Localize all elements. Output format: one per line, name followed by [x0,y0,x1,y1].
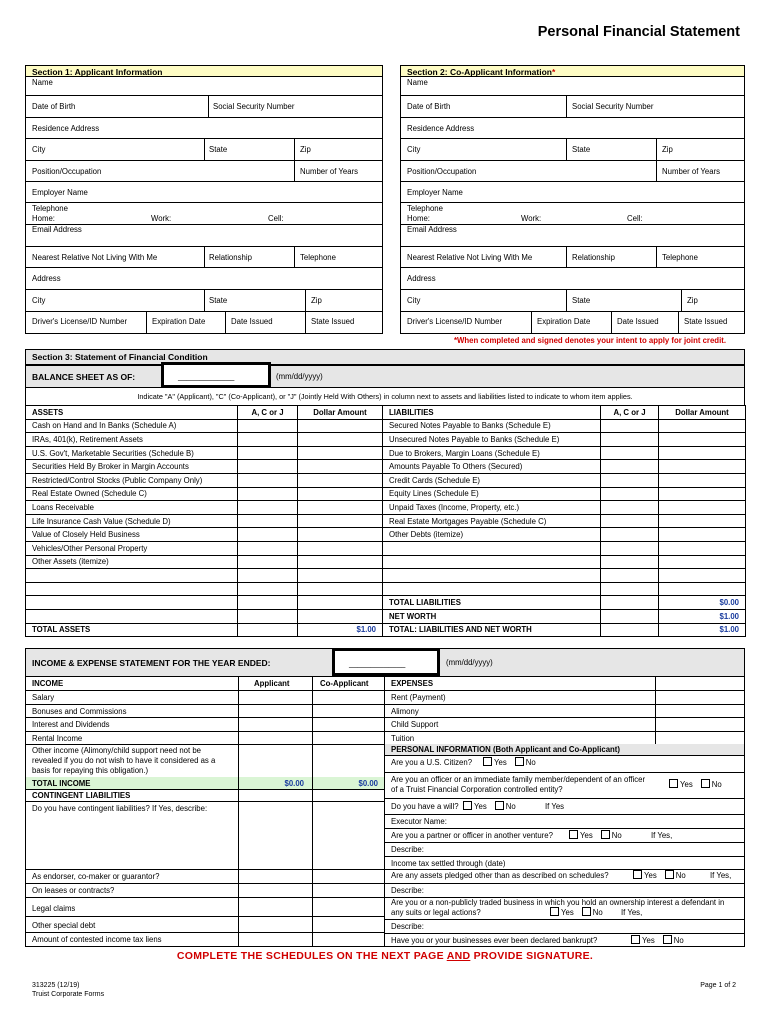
residence-label: Residence Address [407,124,475,133]
liability-amount-cell[interactable] [659,446,746,460]
asset-amount-cell[interactable] [298,569,383,583]
assets-header: ASSETS [26,406,238,420]
asset-label: U.S. Gov't, Marketable Securities (Schedule B) [26,446,238,460]
pledged-no-label: No [675,871,686,880]
bankrupt-no-checkbox[interactable] [663,935,672,944]
tax-settled-label: Income tax settled through (date) [391,859,506,868]
balance-sheet-table [25,405,746,637]
asset-amount-cell[interactable] [298,446,383,460]
name-label: Name [407,78,428,87]
complete-pre: COMPLETE THE SCHEDULES ON THE NEXT PAGE [176,950,447,962]
balance-sheet-row [26,473,746,487]
asset-acj-cell[interactable] [238,514,298,528]
officer-question: Are you an officer or an immediate family member/dependent of an officer of a Truist Financial Corporation controlled entity? [391,775,646,794]
applicant-relative-row [25,247,383,268]
owner-no-label: No [592,908,603,917]
relationship-label: Relationship [209,253,252,262]
ssn-label: Social Security Number [572,102,654,111]
liability-label [383,582,601,596]
applicant-address-field[interactable] [25,268,383,290]
city-label: City [407,145,421,154]
citizen-yes-no [481,757,536,767]
officer-no-label: No [711,780,722,789]
name-label: Name [32,78,53,87]
asset-acj-cell[interactable] [238,487,298,501]
coapp-email-field[interactable] [400,225,745,247]
asset-acj-cell[interactable] [238,555,298,569]
total-assets-value: $1.00 [298,623,383,637]
license-label: Driver's License/ID Number [32,317,128,326]
income-header: INCOME & EXPENSE STATEMENT FOR THE YEAR ENDED: [32,658,271,668]
liability-amount-cell[interactable] [659,473,746,487]
expense-row-label: Child Support [391,720,439,729]
page-title: Personal Financial Statement [537,24,740,40]
asset-label: Restricted/Control Stocks (Public Company Only) [26,473,238,487]
liability-acj-cell[interactable] [601,528,659,542]
liability-label: Credit Cards (Schedule E) [383,473,601,487]
citizen-question: Are you a U.S. Citizen? [391,758,473,767]
rel-telephone-label: Telephone [300,253,336,262]
asset-acj-cell[interactable] [238,419,298,433]
joint-credit-note: *When completed and signed denotes your intent to apply for joint credit. [453,336,726,345]
liability-acj-cell[interactable] [601,487,659,501]
state-issued-label: State Issued [684,317,728,326]
income-date-format: (mm/dd/yyyy) [446,658,493,667]
asset-acj-cell[interactable] [238,541,298,555]
expense-row-label: Tuition [391,733,415,743]
applicant-city2-row [25,290,383,312]
liability-amount-cell[interactable] [659,582,746,596]
state2-label: State [572,296,591,305]
cell-label: Cell: [627,214,643,223]
will-yes-no [461,801,516,811]
asset-label: IRAs, 401(k), Retirement Assets [26,433,238,447]
asset-amount-cell[interactable] [298,609,383,623]
asset-acj-cell[interactable] [238,433,298,447]
asset-amount-cell[interactable] [298,541,383,555]
balance-sheet-row [26,541,746,555]
other-debt-label: Other special debt [32,921,96,930]
balance-sheet-label: BALANCE SHEET AS OF: [32,372,136,382]
bankrupt-no-label: No [673,936,684,945]
balance-date-value: _____________ [178,372,235,381]
asset-label: Securities Held By Broker in Margin Accounts [26,460,238,474]
liability-amount-cell[interactable] [659,460,746,474]
section-2-header [400,65,745,77]
pledged-yes-no [631,870,686,880]
owner-question: Are you or a non-publicly traded business in which you hold an ownership interest a defendant in any suits or legal actions? [391,898,725,917]
asset-label [26,569,238,583]
liability-amount-cell[interactable] [659,501,746,515]
applicant-city-row [25,139,383,161]
indicate-instruction: Indicate "A" (Applicant), "C" (Co-Applicant), or "J" (Jointly Held With Others) in column next to assets and liabilities listed to indicate to whom item applies. [25,388,745,405]
pledged-yes-checkbox[interactable] [633,870,642,879]
expenses-header: EXPENSES [391,679,434,688]
amount-header-2: Dollar Amount [659,406,746,420]
asset-acj-cell[interactable] [238,569,298,583]
asset-acj-cell[interactable] [238,528,298,542]
liability-amount-cell[interactable] [659,541,746,555]
asterisk: * [551,67,556,77]
liability-acj-cell[interactable] [601,433,659,447]
state-issued-label: State Issued [311,317,355,326]
complete-and: AND [446,950,471,962]
employer-label: Employer Name [407,188,463,197]
coapp-dob-ssn-row [400,96,745,118]
liability-label: Real Estate Mortgages Payable (Schedule C) [383,514,601,528]
city-label: City [32,145,46,154]
owner-yes-checkbox[interactable] [550,907,559,916]
coapp-telephone-row[interactable] [400,203,745,225]
will-yes-label: Yes [474,802,487,811]
applicant-email-field[interactable] [25,225,383,247]
section-2-coapplicant [400,65,745,334]
income-col-header: INCOME [32,679,64,688]
liability-acj-cell[interactable] [601,541,659,555]
liabilities-header: LIABILITIES [383,406,601,420]
coapp-address-field[interactable] [400,268,745,290]
state2-label: State [209,296,228,305]
total-income-coapplicant: $0.00 [358,779,378,788]
asset-label [26,609,238,623]
asset-amount-cell[interactable] [298,473,383,487]
telephone-label: Telephone [32,204,68,213]
complete-post: PROVIDE SIGNATURE. [470,950,594,962]
coapp-city-row [400,139,745,161]
liability-acj-cell[interactable] [601,555,659,569]
liability-amount-cell[interactable] [659,555,746,569]
partner-yes-label: Yes [580,831,593,840]
asset-label [26,582,238,596]
section-2-title: Section 2: Co-Applicant Information [407,67,552,77]
liability-acj-cell[interactable] [601,569,659,583]
liability-acj-cell[interactable] [601,514,659,528]
liability-label: Amounts Payable To Others (Secured) [383,460,601,474]
partner-no-checkbox[interactable] [601,830,610,839]
section-1-applicant [25,65,383,334]
asset-amount-cell[interactable] [298,433,383,447]
liability-label [383,569,601,583]
liability-acj-cell[interactable] [601,460,659,474]
address-label: Address [407,274,436,283]
license-label: Driver's License/ID Number [407,317,503,326]
city2-label: City [407,296,421,305]
zip2-label: Zip [687,296,698,305]
will-question: Do you have a will? [391,802,459,811]
email-label: Email Address [407,225,457,234]
coapplicant-col-header: Co-Applicant [320,679,369,688]
asset-acj-cell[interactable] [238,446,298,460]
applicant-residence-field[interactable] [25,118,383,139]
bankrupt-yes-checkbox[interactable] [631,935,640,944]
acj-header-2: A, C or J [601,406,659,420]
state-label: State [572,145,591,154]
partner-yes-no [567,830,622,840]
personal-info-header: PERSONAL INFORMATION (Both Applicant and Co-Applicant) [391,745,620,754]
liability-acj-cell[interactable] [601,473,659,487]
officer-no-checkbox[interactable] [701,779,710,788]
balance-sheet-row [26,460,746,474]
balance-sheet-row [26,487,746,501]
pledged-describe: Describe: [391,886,424,895]
dob-label: Date of Birth [32,102,76,111]
liability-amount-cell[interactable] [659,569,746,583]
asset-amount-cell[interactable] [298,514,383,528]
balance-sheet-row [26,582,746,596]
contingent-header: CONTINGENT LIABILITIES [32,791,131,800]
income-date-input[interactable] [332,648,440,676]
asset-label: Real Estate Owned (Schedule C) [26,487,238,501]
section-3-header: Section 3: Statement of Financial Condition [32,352,208,362]
asset-amount-cell[interactable] [298,596,383,610]
asset-amount-cell[interactable] [298,582,383,596]
balance-date-input[interactable] [161,362,271,388]
applicant-employer-field[interactable] [25,182,383,203]
owner-yes-label: Yes [561,908,574,917]
asset-acj-cell[interactable] [238,609,298,623]
pledged-no-checkbox[interactable] [665,870,674,879]
asset-amount-cell[interactable] [298,419,383,433]
asset-label: Vehicles/Other Personal Property [26,541,238,555]
section-1-header: Section 1: Applicant Information [25,65,383,77]
balance-sheet-row [26,419,746,433]
bankrupt-yes-label: Yes [642,936,655,945]
total-assets-label: TOTAL ASSETS [26,623,238,637]
asset-amount-cell[interactable] [298,487,383,501]
coapp-relative-row [400,247,745,268]
income-row-label: Interest and Dividends [32,720,110,729]
coapp-name-field[interactable] [400,77,745,96]
home-label: Home: [407,214,430,223]
officer-yes-no [667,779,722,789]
pledged-if-yes: If Yes, [710,871,732,880]
officer-yes-checkbox[interactable] [669,779,678,788]
contested-label: Amount of contested income tax liens [32,935,162,944]
citizen-yes-label: Yes [494,758,507,767]
balance-sheet-bar [25,365,745,388]
pledged-question: Are any assets pledged other than as described on schedules? [391,871,609,880]
balance-sheet-row [26,446,746,460]
liability-acj-cell[interactable] [601,419,659,433]
income-row-label: Salary [32,693,55,702]
expenses-right-panel [385,677,745,947]
total-liab-nw-label: TOTAL: LIABILITIES AND NET WORTH [383,623,601,637]
coapp-employer-field[interactable] [400,182,745,203]
liability-acj-cell[interactable] [601,501,659,515]
pledged-yes-label: Yes [644,871,657,880]
liability-label: Secured Notes Payable to Banks (Schedule E) [383,419,601,433]
form-number: 313225 (12/19) [32,982,80,989]
asset-acj-cell[interactable] [238,460,298,474]
form-name: Truist Corporate Forms [32,991,105,998]
liability-label: Equity Lines (Schedule E) [383,487,601,501]
balance-sheet-row [26,501,746,515]
income-row-label: Rental Income [32,733,83,743]
partner-yes-checkbox[interactable] [569,830,578,839]
zip-label: Zip [662,145,673,154]
liability-label: Unpaid Taxes (Income, Property, etc.) [383,501,601,515]
years-label: Number of Years [662,167,721,176]
total-liab-nw-acj [601,623,659,637]
relative-label: Nearest Relative Not Living With Me [32,253,158,262]
liability-amount-cell[interactable] [659,514,746,528]
applicant-license-row [25,312,383,334]
executor-label: Executor Name: [391,817,447,826]
leases-label: On leases or contracts? [32,886,115,895]
state-label: State [209,145,228,154]
telephone-label: Telephone [407,204,443,213]
total-assets-acj [238,623,298,637]
owner-yes-no [548,907,603,917]
home-label: Home: [32,214,55,223]
liability-acj-cell[interactable] [601,609,659,623]
asset-label: Value of Closely Held Business [26,528,238,542]
balance-sheet-row [26,528,746,542]
page-number: Page 1 of 2 [700,982,736,989]
liability-amount-cell[interactable] [659,419,746,433]
asset-acj-cell[interactable] [238,473,298,487]
applicant-col-header: Applicant [254,679,290,688]
citizen-yes-checkbox[interactable] [483,757,492,766]
liability-amount-cell[interactable] [659,528,746,542]
city2-label: City [32,296,46,305]
income-left-panel [25,677,385,947]
liability-amount-cell[interactable] [659,487,746,501]
rel-telephone-label: Telephone [662,253,698,262]
will-no-checkbox[interactable] [495,801,504,810]
liability-label: Other Debts (itemize) [383,528,601,542]
work-label: Work: [521,214,542,223]
expense-row-label: Rent (Payment) [391,693,446,702]
section-3-bar [25,349,745,365]
other-income-label: Other income (Alimony/child support need not be revealed if you do not wish to have it considered as a basis for repaying this obligation.) [32,746,216,775]
liability-label: TOTAL LIABILITIES [383,596,601,610]
income-row-label: Bonuses and Commissions [32,706,127,716]
citizen-no-checkbox[interactable] [515,757,524,766]
ssn-label: Social Security Number [213,102,295,111]
will-no-label: No [505,802,516,811]
balance-sheet-row [26,433,746,447]
residence-label: Residence Address [32,124,100,133]
applicant-position-row [25,161,383,182]
expiration-label: Expiration Date [537,317,591,326]
coapp-license-row [400,312,745,334]
asset-label: Loans Receivable [26,501,238,515]
zip2-label: Zip [311,296,322,305]
expiration-label: Expiration Date [152,317,206,326]
bankrupt-question: Have you or your businesses ever been declared bankrupt? [391,936,598,945]
relationship-label: Relationship [572,253,615,262]
liability-label: NET WORTH [383,609,601,623]
position-label: Position/Occupation [407,167,477,176]
dob-label: Date of Birth [407,102,451,111]
officer-yes-label: Yes [680,780,693,789]
owner-if-yes: If Yes, [621,908,643,917]
asset-label: Life Insurance Cash Value (Schedule D) [26,514,238,528]
contingent-question: Do you have contingent liabilities? If Yes, describe: [32,804,208,813]
applicant-telephone-row[interactable] [25,203,383,225]
liability-amount-cell[interactable] [659,433,746,447]
liability-amount-cell[interactable]: $1.00 [659,609,746,623]
coapp-city2-row [400,290,745,312]
coapp-residence-field[interactable] [400,118,745,139]
balance-date-format: (mm/dd/yyyy) [276,372,323,381]
issued-label: Date Issued [617,317,659,326]
income-date-value: _____________ [349,659,406,668]
liability-label: Due to Brokers, Margin Loans (Schedule E) [383,446,601,460]
total-liab-nw-value: $1.00 [659,623,746,637]
employer-label: Employer Name [32,188,88,197]
asset-label: Cash on Hand and In Banks (Schedule A) [26,419,238,433]
liability-label: Unsecured Notes Payable to Banks (Schedule E) [383,433,601,447]
partner-no-label: No [611,831,622,840]
citizen-no-label: No [525,758,536,767]
asset-amount-cell[interactable] [298,501,383,515]
work-label: Work: [151,214,172,223]
owner-describe: Describe: [391,922,424,931]
endorser-label: As endorser, co-maker or guarantor? [32,872,160,881]
applicant-dob-ssn-row [25,96,383,118]
email-label: Email Address [32,225,82,234]
asset-amount-cell[interactable] [298,460,383,474]
asset-label [26,596,238,610]
liability-acj-cell[interactable] [601,596,659,610]
position-label: Position/Occupation [32,167,102,176]
zip-label: Zip [300,145,311,154]
partner-if-yes: If Yes, [651,831,673,840]
expense-row-label: Alimony [391,706,419,716]
cell-label: Cell: [268,214,284,223]
asset-acj-cell[interactable] [238,501,298,515]
balance-sheet-row [26,514,746,528]
amount-header: Dollar Amount [298,406,383,420]
balance-sheet-row [26,555,746,569]
partner-describe: Describe: [391,845,424,854]
liability-amount-cell[interactable]: $0.00 [659,596,746,610]
balance-sheet-row [26,569,746,583]
owner-no-checkbox[interactable] [582,907,591,916]
relative-label: Nearest Relative Not Living With Me [407,253,533,262]
will-yes-checkbox[interactable] [463,801,472,810]
bankrupt-yes-no [629,935,684,945]
partner-question: Are you a partner or officer in another venture? [391,831,553,840]
asset-acj-cell[interactable] [238,582,298,596]
will-if-yes: If Yes [545,802,565,811]
acj-header: A, C or J [238,406,298,420]
asset-amount-cell[interactable] [298,555,383,569]
coapp-position-row [400,161,745,182]
balance-sheet-row [26,596,746,610]
total-income-label: TOTAL INCOME [32,779,91,788]
liability-acj-cell[interactable] [601,446,659,460]
asset-acj-cell[interactable] [238,596,298,610]
years-label: Number of Years [300,167,359,176]
address-label: Address [32,274,61,283]
legal-claims-label: Legal claims [32,904,76,913]
asset-label: Other Assets (itemize) [26,555,238,569]
issued-label: Date Issued [231,317,273,326]
balance-sheet-row [26,609,746,623]
total-income-applicant: $0.00 [284,779,304,788]
complete-schedules-note [25,950,745,962]
asset-amount-cell[interactable] [298,528,383,542]
liability-label [383,555,601,569]
liability-label [383,541,601,555]
liability-acj-cell[interactable] [601,582,659,596]
applicant-name-field[interactable] [25,77,383,96]
